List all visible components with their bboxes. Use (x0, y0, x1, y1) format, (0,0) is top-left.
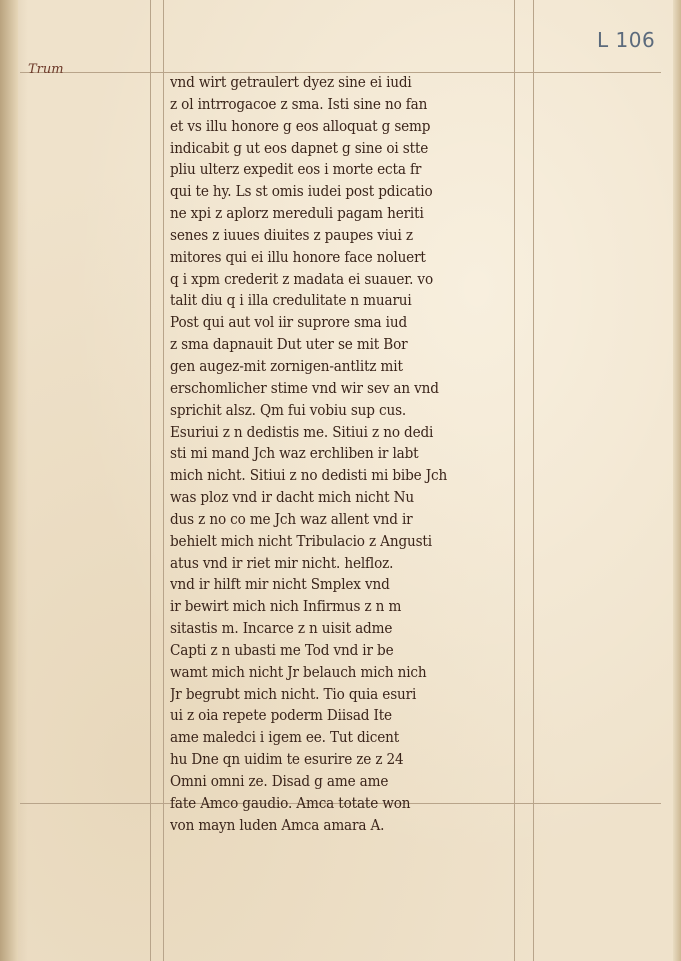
text-line: q i xpm crederit z madata ei suauer. vo (170, 270, 433, 289)
text-line: vnd wirt getraulert dyez sine ei iudi (170, 74, 412, 92)
text-line: senes z iuues diuites z paupes viui z (170, 227, 413, 245)
ruling-line-left-outer (150, 0, 151, 961)
text-line: indicabit g ut eos dapnet g sine oi stte (170, 139, 429, 158)
text-line: pliu ulterz expedit eos i morte ecta fr (170, 161, 422, 179)
text-line: hu Dne qn uidim te esurire ze z 24 (170, 751, 404, 769)
text-line: Omni omni ze. Disad g ame ame (170, 773, 389, 791)
text-line: behielt mich nicht Tribulacio z Angusti (170, 533, 432, 551)
text-line: Jr begrubt mich nicht. Tio quia esuri (170, 685, 417, 704)
text-line: erschomlicher stime vnd wir sev an vnd (170, 380, 439, 398)
text-line: ui z oia repete poderm Diisad Ite (170, 707, 392, 726)
text-line: mich nicht. Sitiui z no dedisti mi bibe Jch (170, 467, 448, 485)
folio-number: L 106 (597, 28, 656, 52)
text-line: z sma dapnauit Dut uter se mit Bor (170, 336, 408, 354)
text-line: atus vnd ir riet mir nicht. helfloz. (170, 554, 394, 573)
page-edge (673, 0, 681, 961)
text-line: Esuriui z n dedistis me. Sitiui z no dedi (170, 423, 434, 442)
text-line: vnd ir hilft mir nicht Smplex vnd (170, 576, 390, 594)
binding-gutter (0, 0, 18, 961)
text-column (170, 73, 525, 838)
text-line: Capti z n ubasti me Tod vnd ir be (170, 642, 394, 660)
text-line: sprichit alsz. Qm fui vobiu sup cus. (170, 401, 407, 420)
text-line: mitores qui ei illu honore face noluert (170, 249, 426, 267)
text-line: et vs illu honore g eos alloquat g semp (170, 117, 431, 136)
text-line: sti mi mand Jch waz erchliben ir labt (170, 445, 419, 463)
text-line: ame maledci i igem ee. Tut dicent (170, 729, 400, 747)
ruling-line-left-inner (163, 0, 164, 961)
text-line: z ol intrrogacoe z sma. Isti sine no fan (170, 96, 428, 114)
text-line: ne xpi z aplorz mereduli pagam heriti (170, 205, 424, 223)
text-line: gen augez-mit zornigen-antlitz mit (170, 358, 403, 376)
text-line: von mayn luden Amca amara A. (170, 816, 385, 835)
text-line: fate Amco gaudio. Amca totate won (170, 795, 411, 813)
text-line: qui te hy. Ls st omis iudei post pdicatio (170, 183, 433, 201)
margin-note: Trum (28, 62, 64, 77)
text-line: wamt mich nicht Jr belauch mich nich (170, 664, 427, 682)
ruling-line-right-outer (533, 0, 534, 961)
text-line: ir bewirt mich nich Infirmus z n m (170, 598, 402, 616)
text-line: Post qui aut vol iir suprore sma iud (170, 314, 408, 332)
text-line: talit diu q i illa credulitate n muarui (170, 292, 412, 311)
text-line: dus z no co me Jch waz allent vnd ir (170, 511, 413, 529)
text-line: was ploz vnd ir dacht mich nicht Nu (170, 489, 414, 507)
text-line: sitastis m. Incarce z n uisit adme (170, 620, 393, 638)
